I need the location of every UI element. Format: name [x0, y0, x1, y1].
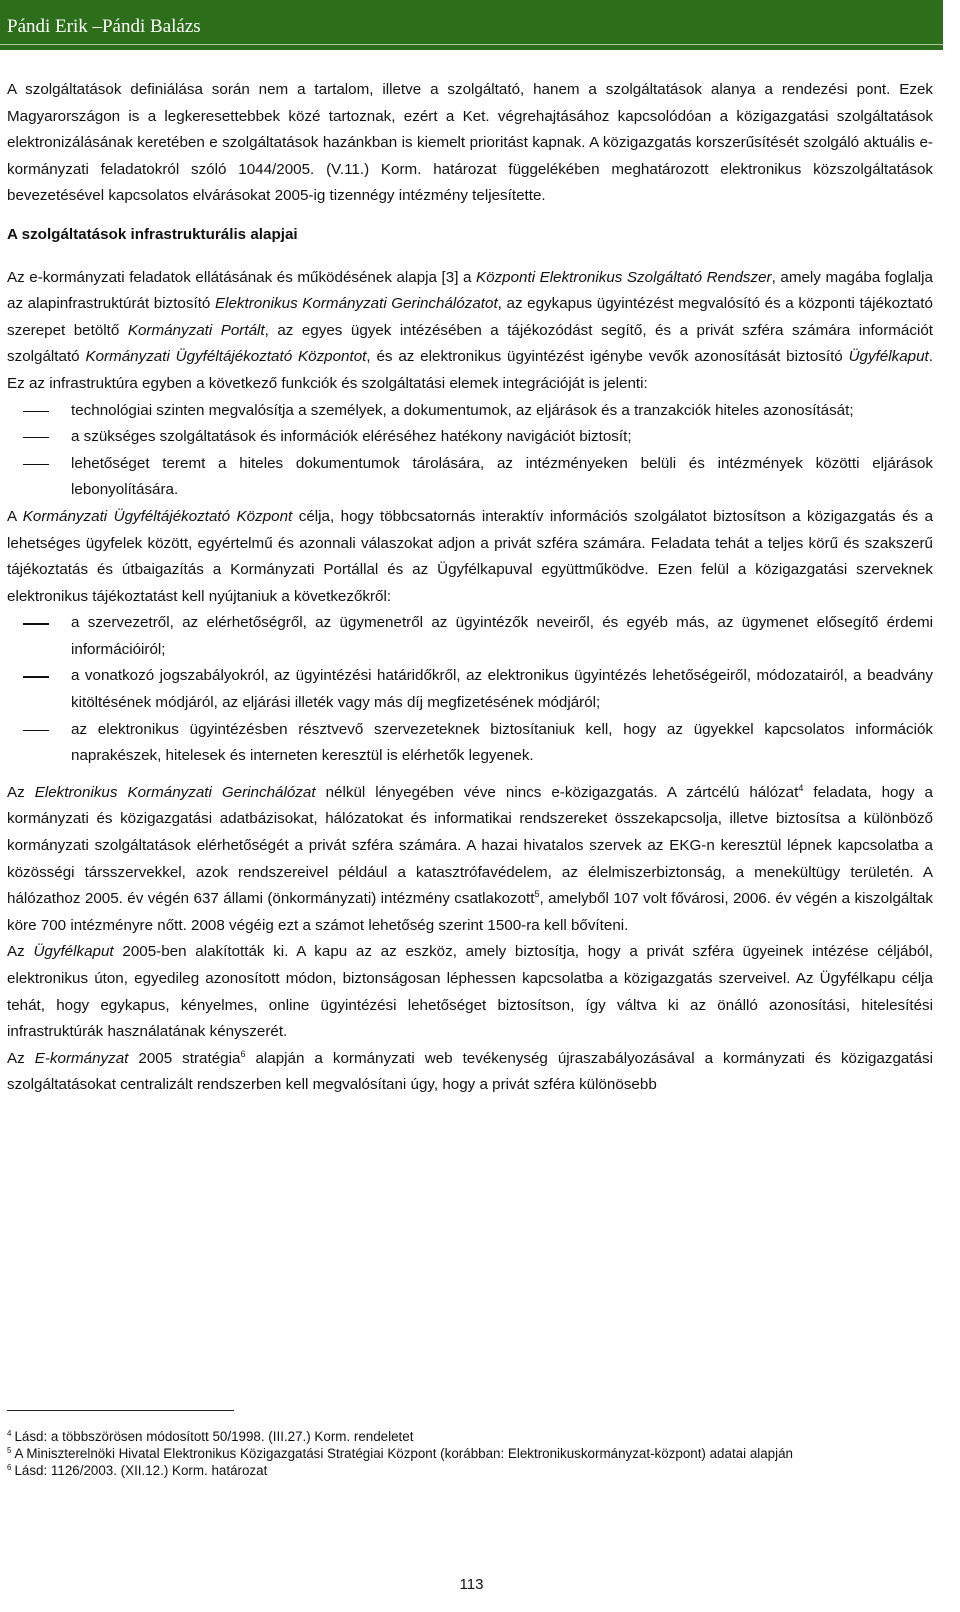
text-run: 2005 stratégia [128, 1049, 241, 1067]
text-run: , az egykapus ügyintézést megvalósító és a központi tájékoztató szerepet betöltő [7, 295, 933, 339]
header-authors: Pándi Erik –Pándi Balázs [7, 16, 201, 37]
footnote-text: A Miniszterelnöki Hivatal Elektronikus Közigazgatási Stratégiai Központ (korábban: Elektronikuskormányzat-központ) adatai alapján [14, 1446, 793, 1461]
list-item: az elektronikus ügyintézésben résztvevő szervezeteknek biztosítaniuk kell, hogy az ügyekkel kapcsolatos információk naprakészek, hitelesek és interneten keresztül is elérhetők legyenek. [7, 717, 933, 770]
dash-list-information [7, 610, 933, 770]
header-rule [0, 44, 943, 45]
italic-term: Központi Elektronikus Szolgáltató Rendszer [475, 268, 772, 286]
paragraph-client-gate [7, 939, 933, 1045]
text-run: feladata, hogy a kormányzati és közigazgatási adatbázisokat, hálózatokat és informatikai rendszereket összekapcsolja, illetve biztosítsa a különböző kormányzati szolgáltatások elérhetőségét a privát szféra számára. A hazai hivatalos szervek az EKG-n keresztül lépnek kapcsolatba a közösségi társszervekkel, azok rendszereivel például a katasztrófavédelem, az élelmiszerbiztonság, a menekültügy területén. A hálózathoz 2005. év végén 637 állami (önkormányzati) intézmény csatlakozott [7, 783, 933, 908]
text-run: A [7, 507, 23, 525]
footnote-text: Lásd: a többszörösen módosított 50/1998. (III.27.) Korm. rendeletet [14, 1429, 414, 1444]
text-run: alapján a kormányzati web tevékenység újraszabályozásával a kormányzati és közigazgatási szolgáltatásokat centralizált rendszerben kell megvalósítani úgy, hogy a privát szféra különösebb [7, 1049, 933, 1094]
section-heading: A szolgáltatások infrastrukturális alapjai [7, 225, 298, 243]
list-item: a szükséges szolgáltatások és információk eléréséhez hatékony navigációt biztosít; [7, 424, 933, 451]
page-body [7, 77, 933, 1099]
text-run: 2005-ben alakították ki. A kapu az az eszköz, amely biztosítja, hogy a privát szféra ügyeinek intézése céljából, elektronikus úton, egyedileg azonosított módon, biztonságosan léphessen kapcsolatba a közigazgatás szerveivel. Az Ügyfélkapu célja tehát, hogy egykapus, kényelmes, online ügyintézési lehetőséget biztosítson, így váltva ki az önálló azonosítási, hitelesítési infrastruktúrák használatának kényszerét. [7, 943, 933, 1041]
footnote [7, 1462, 933, 1479]
text-run: , és az elektronikus ügyintézést igénybe vevők azonosítását biztosító [366, 348, 849, 366]
italic-term: Kormányzati Portált [127, 321, 265, 339]
list-item: technológiai szinten megvalósítja a személyek, a dokumentumok, az eljárások és a tranzakciók hiteles azonosítását; [7, 398, 933, 425]
dash-list-functions [7, 398, 933, 504]
paragraph-e-government [7, 1046, 933, 1099]
list-item: lehetőséget teremt a hiteles dokumentumok tárolására, az intézményeken belüli és intézmények közötti eljárások lebonyolítására. [7, 451, 933, 504]
footnote-number: 5 [7, 1446, 12, 1455]
italic-term: Kormányzati Ügyféltájékoztató Központ [22, 507, 293, 525]
paragraph-infrastructure [7, 265, 933, 398]
text-run: , amely magába foglalja az alapinfrastruktúrát biztosító [7, 268, 934, 313]
italic-term: Ügyfélkaput [33, 943, 114, 961]
text-run: célja, hogy többcsatornás interaktív információs szolgálatot biztosítson a közigazgatás és a lehetséges ügyfelek között, egyértelmű és azonnali válaszokat adjon a privát szféra számára. Feladata tehát a teljes körű és szakszerű tájékoztatás és útbaigazítás a Kormányzati Portállal és az Ügyfélkapuval együttműködve. Ezen felül a közigazgatási szerveknek elektronikus tájékoztatást kell nyújtaniuk a következőkről: [7, 507, 934, 605]
page-number: 113 [459, 1576, 484, 1593]
footnote [7, 1428, 933, 1445]
text-run: nélkül lényegében véve nincs e-közigazgatás. A zártcélú hálózat [315, 783, 799, 801]
text-run: , amelyből 107 volt fővárosi, 2006. év végén a kiszolgáltak köre 700 intézményre nőtt. 2008 végéig ezt a számot lehetőség szerint 1500-ra kell bővíteni. [7, 890, 933, 934]
footnote-ref[interactable]: 6 [240, 1048, 246, 1059]
footnote-text: Lásd: 1126/2003. (XII.12.) Korm. határozat [14, 1463, 268, 1478]
running-header [0, 0, 943, 50]
text-run: , az egyes ügyek intézésében a tájékozódást segítő, és a privát szféra számára információt szolgáltató [7, 321, 933, 366]
text-run: . Ez az infrastruktúra egyben a következő funkciók és szolgáltatási elemek integrációját is jelenti: [7, 348, 934, 392]
text-run: Az e-kormányzati feladatok ellátásának és működésének alapja [3] a [7, 268, 476, 286]
list-item: a vonatkozó jogszabályokról, az ügyintézési határidőkről, az elektronikus ügyintézés lehetőségeiről, módozatairól, a beadvány kitöltésének módjáról, az eljárási illeték vagy más díj megfizetésének módjáról; [7, 663, 933, 716]
italic-term: Elektronikus Kormányzati Gerinchálózat [34, 783, 316, 801]
footnotes [7, 1428, 933, 1479]
paragraph-backbone-network [7, 780, 933, 940]
italic-term: Ügyfélkaput [848, 348, 929, 366]
italic-term: Elektronikus Kormányzati Gerinchálózatot [214, 295, 498, 313]
footnote-number: 4 [7, 1429, 12, 1438]
text-run: Az [7, 783, 35, 801]
paragraph-customer-center [7, 504, 933, 610]
footnote-number: 6 [7, 1463, 12, 1472]
text-run: Az [7, 943, 34, 961]
paragraph-intro: A szolgáltatások definiálása során nem a tartalom, illetve a szolgáltató, hanem a szolgáltatások alanya a rendezési pont. Ezek Magyarországon is a legkeresettebbek közé tartoznak, ezért a Ket. végrehajtásához kapcsolódóan a közigazgatási szolgáltatások elektronizálásának keretében e szolgáltatások hazánkban is kiemelt prioritást kapnak. A közigazgatás korszerűsítését szolgáló aktuális e-kormányzati feladatokról szóló 1044/2005. (V.11.) Korm. határozat függelékében meghatározott elektronikus közszolgáltatások bevezetésével kapcsolatos elvárásokat 2005-ig tizennégy intézmény teljesítette. [7, 81, 933, 205]
text-run: Az [7, 1049, 35, 1067]
footnote-separator [7, 1410, 234, 1411]
footnote-ref[interactable]: 4 [798, 782, 804, 793]
footnote-ref[interactable]: 5 [534, 889, 540, 900]
italic-term: Kormányzati Ügyféltájékoztató Központot [85, 348, 367, 366]
footnote [7, 1445, 933, 1462]
list-item: a szervezetről, az elérhetőségről, az ügymenetről az ügyintézők neveiről, és egyéb más, az ügymenet elősegítő érdemi információiról; [7, 610, 933, 663]
italic-term: E-kormányzat [34, 1049, 129, 1067]
